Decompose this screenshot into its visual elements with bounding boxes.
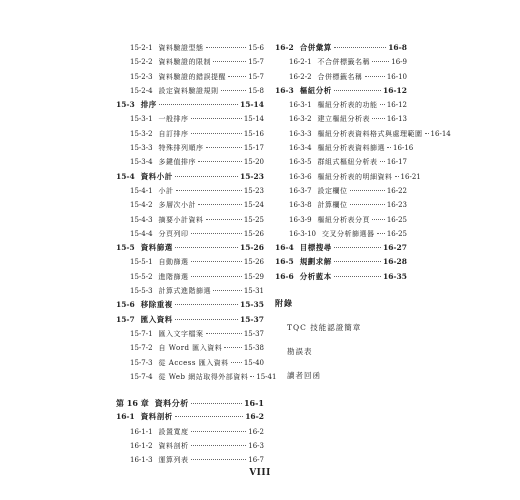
- toc-entry-page: 15-14: [240, 100, 264, 110]
- toc-entry-sec: [275, 255, 407, 269]
- dot-leader: [221, 90, 247, 91]
- toc-entry-sub: [275, 141, 414, 155]
- toc-entry-page: 16-22: [386, 186, 407, 195]
- toc-right-column: [275, 41, 451, 382]
- toc-entry-title: 從 Access 匯入資料: [158, 358, 229, 367]
- toc-entry-title: 樞紐分析表的明細資料: [317, 172, 393, 181]
- toc-entry-sub: [116, 425, 264, 439]
- toc-entry-page: 16-14: [430, 129, 451, 138]
- toc-entry-title: 設定欄位: [317, 186, 348, 195]
- toc-entry-number: 15-5-1: [130, 258, 153, 267]
- toc-entry-number: 15-4-2: [130, 201, 153, 210]
- toc-entry-page: 15-29: [243, 272, 264, 281]
- toc-entry-page: 16-25: [386, 215, 407, 224]
- toc-entry-sub: [116, 84, 264, 98]
- dot-leader: [377, 233, 385, 234]
- dot-leader: [231, 362, 242, 363]
- appendix-item-errata: 勘誤表: [287, 347, 313, 357]
- toc-entry-page: 15-23: [243, 186, 264, 195]
- toc-entry-number: 16-3-4: [289, 144, 312, 153]
- toc-entry-sub: [275, 198, 407, 212]
- dot-leader: [334, 47, 386, 48]
- toc-entry-number: 15-7-4: [130, 372, 153, 381]
- toc-entry-sub: [275, 184, 407, 198]
- toc-entry-sec: [116, 410, 264, 424]
- toc-entry-number: 15-6: [116, 300, 135, 310]
- dot-leader: [175, 319, 238, 320]
- dot-leader: [206, 333, 242, 334]
- toc-entry-sub: [275, 112, 407, 126]
- toc-entry-page: 15-37: [240, 314, 264, 324]
- toc-entry-sub: [275, 127, 451, 141]
- toc-entry-number: 15-2-3: [130, 72, 153, 81]
- toc-entry-number: 16-1-1: [130, 427, 153, 436]
- toc-entry-number: 15-7-1: [130, 329, 153, 338]
- toc-entry-title: 資料篩選: [140, 243, 173, 253]
- toc-entry-sub: [116, 198, 264, 212]
- toc-entry-sub: [275, 227, 407, 241]
- toc-entry-title: 特殊排列順序: [158, 144, 204, 153]
- toc-entry-page: 16-28: [383, 257, 407, 267]
- toc-entry-title: 資料剖析: [158, 442, 189, 451]
- toc-entry-number: 15-2-4: [130, 86, 153, 95]
- toc-entry-number: 16-3-8: [289, 201, 312, 210]
- toc-entry-page: 15-8: [248, 86, 264, 95]
- dot-leader: [334, 261, 381, 262]
- toc-entry-title: 計算欄位: [317, 201, 348, 210]
- toc-entry-title: 資料驗證的限制: [158, 58, 212, 67]
- dot-leader: [228, 76, 246, 77]
- appendix-heading: 附錄: [275, 298, 293, 309]
- toc-entry-number: 15-2-2: [130, 58, 153, 67]
- toc-entry-page: 15-23: [240, 171, 264, 181]
- toc-entry-number: 16-3-1: [289, 101, 312, 110]
- toc-entry-title: 多層次小計: [158, 201, 197, 210]
- toc-entry-title: 小計: [158, 186, 174, 195]
- toc-entry-sub: [116, 327, 264, 341]
- toc-entry-title: 進階篩選: [158, 272, 189, 281]
- toc-entry-title: 資料驗證的錯誤提醒: [158, 72, 227, 81]
- toc-entry-number: 15-7-3: [130, 358, 153, 367]
- dot-leader: [395, 176, 399, 177]
- dot-leader: [191, 133, 242, 134]
- dot-leader: [372, 61, 389, 62]
- toc-entry-page: 15-25: [243, 215, 264, 224]
- toc-entry-page: 16-13: [386, 115, 407, 124]
- toc-entry-number: 16-6: [275, 271, 294, 281]
- dot-leader: [176, 190, 242, 191]
- dot-leader: [224, 347, 242, 348]
- toc-entry-page: 16-12: [383, 85, 407, 95]
- toc-entry-number: 16-3-6: [289, 172, 312, 181]
- toc-entry-number: 15-2-1: [130, 44, 153, 52]
- toc-entry-sub: [116, 341, 264, 355]
- dot-leader: [425, 133, 429, 134]
- toc-entry-sec: [275, 84, 407, 98]
- toc-entry-title: 規劃求解: [299, 257, 332, 267]
- toc-entry-title: 設定資料驗證規則: [158, 86, 219, 95]
- toc-entry-page: 15-26: [243, 229, 264, 238]
- toc-entry-page: 16-25: [386, 229, 407, 238]
- toc-entry-sub: [116, 453, 264, 467]
- toc-entry-title: 群組式樞紐分析表: [317, 158, 378, 167]
- toc-entry-sub: [275, 155, 407, 169]
- dot-leader: [175, 176, 238, 177]
- toc-entry-sub: [275, 170, 421, 184]
- toc-entry-number: 15-4: [116, 171, 135, 181]
- dot-leader: [175, 247, 238, 248]
- toc-entry-number: 15-4-4: [130, 229, 153, 238]
- dot-leader: [206, 219, 242, 220]
- toc-entry-number: 16-3-2: [289, 115, 312, 124]
- toc-entry-title: 設置寬度: [158, 427, 189, 436]
- toc-entry-title: 多鍵值排序: [158, 158, 197, 167]
- toc-entry-sub: [116, 439, 264, 453]
- dot-leader: [191, 445, 247, 446]
- toc-entry-page: 16-10: [386, 72, 407, 81]
- toc-entry-number: 16-1-2: [130, 442, 153, 451]
- toc-entry-page: 16-8: [388, 43, 407, 52]
- toc-entry-page: 15-31: [243, 287, 264, 296]
- toc-entry-page: 16-21: [400, 172, 421, 181]
- dot-leader: [380, 161, 385, 162]
- toc-entry-page: 16-7: [248, 456, 264, 465]
- toc-entry-sub: [116, 356, 264, 370]
- dot-leader: [213, 61, 246, 62]
- toc-entry-page: 16-23: [386, 201, 407, 210]
- toc-entry-page: 16-16: [393, 144, 414, 153]
- toc-entry-title: 一般排序: [158, 115, 189, 124]
- toc-entry-number: 15-4-3: [130, 215, 153, 224]
- toc-entry-number: 15-5-2: [130, 272, 153, 281]
- toc-entry-chap: [116, 396, 264, 410]
- toc-entry-sub: [116, 255, 264, 269]
- toc-entry-title: 樞紐分析表資料格式與處理範圍: [317, 129, 423, 138]
- toc-entry-title: 摘要小計資料: [158, 215, 204, 224]
- dot-leader: [206, 147, 242, 148]
- toc-entry-title: 自訂排序: [158, 129, 189, 138]
- toc-entry-page: 15-35: [240, 300, 264, 310]
- toc-entry-title: 資料分析: [154, 398, 189, 409]
- toc-entry-sub: [116, 213, 264, 227]
- toc-right-list: [275, 41, 451, 284]
- toc-entry-page: 15-41: [256, 372, 277, 381]
- toc-entry-number: 16-3-9: [289, 215, 312, 224]
- appendix-item-reader-reply: 讀者回函: [287, 371, 321, 381]
- toc-entry-number: 16-2-1: [289, 58, 312, 67]
- toc-entry-page: 16-2: [248, 427, 264, 436]
- dot-leader: [350, 204, 385, 205]
- toc-entry-page: 15-26: [240, 243, 264, 253]
- toc-entry-sub: [116, 41, 264, 55]
- toc-entry-sub: [116, 112, 264, 126]
- toc-entry-number: 15-3-3: [130, 144, 153, 153]
- toc-entry-title: 建立樞紐分析表: [317, 115, 371, 124]
- dot-leader: [372, 219, 385, 220]
- toc-entry-title: 交叉分析篩選器: [322, 229, 375, 238]
- toc-entry-page: 15-26: [243, 258, 264, 267]
- toc-entry-title: 排序: [140, 100, 157, 110]
- toc-entry-sec: [275, 41, 407, 55]
- toc-entry-sub: [275, 213, 407, 227]
- dot-leader: [334, 90, 381, 91]
- toc-entry-sec: [116, 98, 264, 112]
- dot-leader: [159, 104, 238, 105]
- toc-entry-sec: [116, 170, 264, 184]
- toc-entry-sub: [116, 184, 264, 198]
- toc-entry-page: 15-20: [243, 158, 264, 167]
- toc-entry-sub: [275, 55, 407, 69]
- dot-leader: [175, 304, 238, 305]
- toc-entry-number: 15-3-2: [130, 129, 153, 138]
- toc-entry-number: 15-5-3: [130, 287, 153, 296]
- toc-entry-title: 樞紐分析表分頁: [317, 215, 371, 224]
- toc-entry-number: 15-3-4: [130, 158, 153, 167]
- toc-entry-title: 分析藍本: [299, 271, 332, 281]
- dot-leader: [387, 147, 391, 148]
- toc-entry-number: 16-5: [275, 257, 294, 267]
- toc-entry-page: 16-9: [391, 58, 407, 67]
- page-number: VIII: [249, 468, 271, 478]
- toc-entry-title: 樞紐分析: [299, 85, 332, 95]
- dot-leader: [191, 431, 247, 432]
- toc-entry-number: 16-3-10: [289, 229, 316, 238]
- toc-entry-sub: [116, 284, 264, 298]
- toc-entry-sub: [116, 155, 264, 169]
- toc-entry-page: 15-6: [248, 44, 264, 52]
- toc-entry-sub: [116, 141, 264, 155]
- toc-entry-page: 16-3: [248, 442, 264, 451]
- dot-leader: [198, 161, 242, 162]
- toc-entry-title: 目標搜尋: [299, 243, 332, 253]
- toc-entry-page: 16-1: [243, 398, 264, 409]
- toc-entry-title: 不合併標籤名稱: [317, 58, 371, 67]
- dot-leader: [380, 104, 385, 105]
- toc-entry-number: 15-3: [116, 100, 135, 110]
- appendix-item-tqc: TQC 技能認證簡章: [287, 323, 362, 333]
- toc-entry-page: 16-35: [383, 271, 407, 281]
- toc-entry-sec: [116, 241, 264, 255]
- toc-entry-page: 15-24: [243, 201, 264, 210]
- dot-leader: [365, 76, 385, 77]
- toc-entry-page: 15-14: [243, 115, 264, 124]
- toc-entry-page: 15-7: [248, 58, 264, 67]
- toc-entry-sec: [116, 313, 264, 327]
- dot-leader: [191, 261, 242, 262]
- toc-entry-sec: [275, 241, 407, 255]
- toc-entry-title: 資料驗證型態: [158, 44, 204, 52]
- toc-entry-title: 合併標籤名稱: [317, 72, 363, 81]
- toc-entry-number: 16-1-3: [130, 456, 153, 465]
- toc-entry-number: 15-3-1: [130, 115, 153, 124]
- toc-entry-title: 自動篩選: [158, 258, 189, 267]
- toc-entry-number: 16-2-2: [289, 72, 312, 81]
- toc-entry-number: 15-7: [116, 314, 135, 324]
- dot-leader: [213, 290, 242, 291]
- toc-entry-title: 計算式進階篩選: [158, 287, 212, 296]
- toc-entry-page: 16-17: [386, 158, 407, 167]
- dot-leader: [191, 233, 242, 234]
- toc-entry-page: 15-16: [243, 129, 264, 138]
- toc-entry-page: 15-17: [243, 144, 264, 153]
- toc-entry-title: 資料剖析: [140, 412, 173, 422]
- toc-entry-sub: [116, 370, 277, 384]
- toc-entry-sub: [116, 127, 264, 141]
- toc-entry-sub: [275, 70, 407, 84]
- toc-entry-title: 運算列表: [158, 456, 189, 465]
- toc-entry-title: 合併彙算: [299, 43, 332, 52]
- toc-entry-page: 15-38: [243, 344, 264, 353]
- toc-entry-number: 16-4: [275, 243, 294, 253]
- toc-entry-number: 15-5: [116, 243, 135, 253]
- dot-leader: [191, 276, 242, 277]
- toc-entry-number: 16-3: [275, 85, 294, 95]
- dot-leader: [372, 118, 385, 119]
- dot-leader: [334, 247, 381, 248]
- toc-entry-title: 樞紐分析表的功能: [317, 101, 378, 110]
- toc-entry-title: 匯入資料: [140, 314, 173, 324]
- dot-leader: [191, 459, 247, 460]
- toc-entry-sec: [275, 270, 407, 284]
- dot-leader: [191, 403, 242, 404]
- toc-entry-number: 16-3-7: [289, 186, 312, 195]
- toc-entry-sub: [116, 227, 264, 241]
- toc-entry-page: 15-40: [243, 358, 264, 367]
- dot-leader: [175, 416, 243, 417]
- toc-entry-number: 15-7-2: [130, 344, 153, 353]
- toc-entry-page: 16-27: [383, 243, 407, 253]
- dot-leader: [191, 118, 242, 119]
- toc-entry-title: 資料小計: [140, 171, 173, 181]
- toc-entry-page: 15-7: [248, 72, 264, 81]
- toc-entry-number: 16-3-3: [289, 129, 312, 138]
- toc-entry-sec: [116, 298, 264, 312]
- toc-entry-title: 從 Web 網站取得外部資料: [158, 372, 249, 381]
- toc-left-column: [116, 41, 277, 468]
- toc-entry-number: 第 16 章: [116, 398, 149, 409]
- toc-entry-page: 15-37: [243, 329, 264, 338]
- toc-entry-sub: [275, 98, 407, 112]
- toc-entry-page: 16-2: [245, 412, 264, 422]
- toc-entry-title: 匯入文字檔案: [158, 329, 204, 338]
- dot-leader: [198, 204, 242, 205]
- toc-entry-sub: [116, 270, 264, 284]
- toc-entry-page: 16-12: [386, 101, 407, 110]
- toc-entry-title: 分頁列印: [158, 229, 189, 238]
- toc-entry-title: 樞紐分析表資料篩選: [317, 144, 386, 153]
- toc-entry-number: 15-4-1: [130, 186, 153, 195]
- toc-entry-number: 16-3-5: [289, 158, 312, 167]
- dot-leader: [250, 376, 254, 377]
- toc-entry-number: 16-1: [116, 412, 135, 422]
- toc-entry-sub: [116, 55, 264, 69]
- toc-entry-number: 16-2: [275, 43, 294, 52]
- dot-leader: [350, 190, 385, 191]
- toc-entry-title: 自 Word 匯入資料: [158, 344, 223, 353]
- dot-leader: [206, 47, 247, 48]
- dot-leader: [334, 276, 381, 277]
- toc-entry-sub: [116, 70, 264, 84]
- toc-entry-title: 移除重複: [140, 300, 173, 310]
